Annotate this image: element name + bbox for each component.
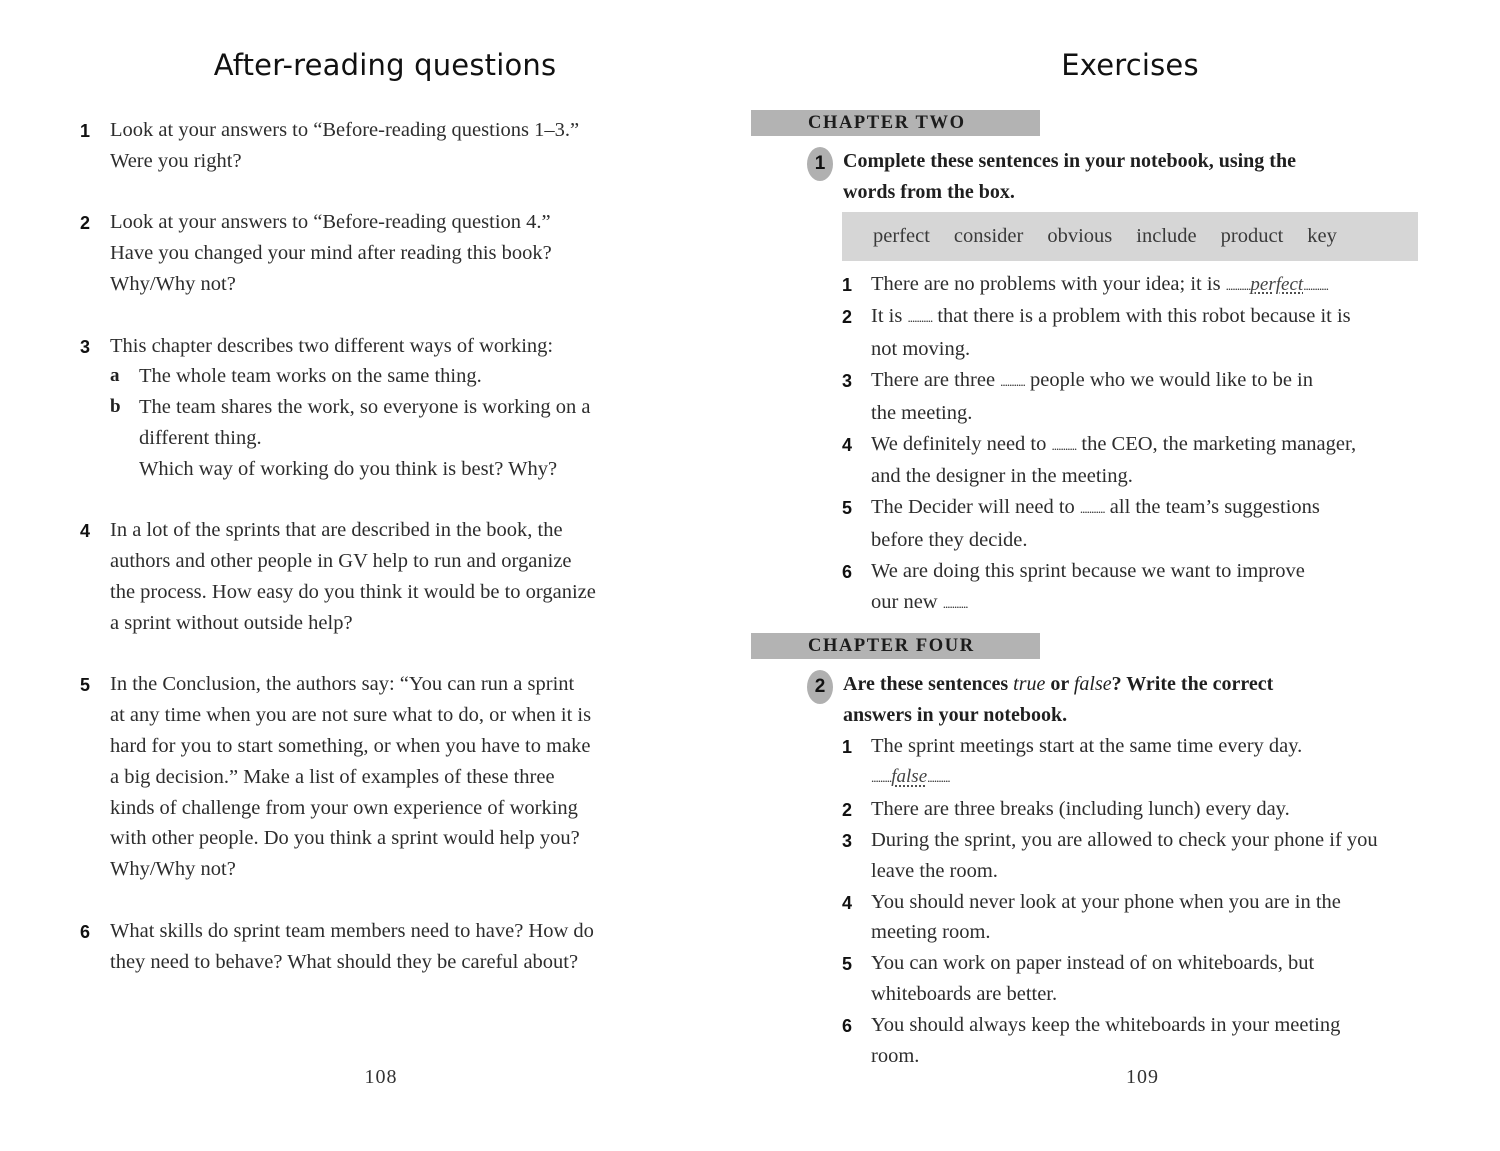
- item-number: 1: [842, 274, 853, 295]
- item-number: 5: [842, 954, 853, 975]
- item-text: that there is a problem with this robot because it is: [932, 305, 1351, 328]
- instruction-text: Complete these sentences in your notebook, using the: [843, 150, 1296, 172]
- chapter-banner: CHAPTER TWO: [751, 110, 1040, 136]
- page-number: 108: [364, 1066, 398, 1088]
- exercise-item: [842, 269, 1437, 302]
- item-text: whiteboards are better.: [871, 982, 1058, 1005]
- answer-blank: ...........: [1303, 277, 1328, 293]
- question-text: kinds of challenge from your own experience of working: [110, 796, 578, 819]
- question-text: What skills do sprint team members need to have? How do: [110, 919, 594, 942]
- item-text: leave the room.: [871, 859, 998, 882]
- instruction-text: answers in your notebook.: [843, 703, 1068, 726]
- question-list: [80, 115, 660, 1008]
- exercise-items: [842, 731, 1437, 1072]
- word-option: obvious: [1047, 224, 1113, 247]
- item-text: people who we would like to be in: [1024, 368, 1314, 391]
- item-text: our new: [871, 590, 943, 613]
- question-item: [80, 331, 660, 485]
- item-number: 6: [842, 1015, 853, 1036]
- page-title: Exercises: [1061, 48, 1199, 82]
- item-text: There are three: [871, 368, 1001, 391]
- item-text: There are no problems with your idea; it is: [871, 272, 1226, 295]
- item-text: the meeting.: [871, 401, 973, 424]
- exercise-instruction: [807, 669, 1437, 731]
- question-text: authors and other people in GV help to run and organize: [110, 550, 572, 573]
- exercise-number-badge: 2: [807, 670, 833, 704]
- exercise-item: [842, 556, 1437, 620]
- exercise-2: [807, 669, 1437, 1071]
- exercise-item: [842, 731, 1437, 795]
- item-text: You should always keep the whiteboards in your meeting: [871, 1013, 1341, 1036]
- question-item: [80, 207, 660, 299]
- right-page: [750, 0, 1500, 1151]
- exercise-item: [842, 794, 1437, 825]
- page-title: After-reading questions: [213, 48, 557, 82]
- item-text: before they decide.: [871, 528, 1028, 551]
- question-item: [80, 669, 660, 885]
- answer-blank: ..........: [927, 770, 950, 786]
- question-text: Look at your answers to “Before-reading question 4.”: [110, 211, 551, 234]
- answer-blank: ...........: [1225, 277, 1251, 293]
- example-answer: false: [891, 766, 928, 788]
- sub-item-text: The team shares the work, so everyone is working on a: [139, 396, 591, 419]
- sub-item-letter: a: [110, 365, 120, 387]
- exercise-items: [842, 269, 1437, 620]
- answer-blank: ...........: [1051, 437, 1077, 453]
- word-option: product: [1220, 224, 1284, 247]
- question-followup: Which way of working do you think is best? Why?: [139, 457, 558, 480]
- question-text: a big decision.” Make a list of examples of these three: [110, 765, 555, 788]
- exercise-number-badge: 1: [807, 147, 833, 181]
- question-text: the process. How easy do you think it would be to organize: [110, 580, 596, 603]
- chapter-banner: CHAPTER FOUR: [751, 633, 1040, 659]
- item-number: 3: [842, 830, 853, 851]
- question-text: Why/Why not?: [110, 272, 236, 295]
- item-text: You should never look at your phone when you are in the: [871, 890, 1341, 913]
- word-option: perfect: [873, 224, 930, 247]
- question-text: Why/Why not?: [110, 858, 236, 881]
- instruction-text: words from the box.: [843, 180, 1015, 203]
- sub-item-text: different thing.: [139, 426, 262, 449]
- question-text: Have you changed your mind after reading this book?: [110, 242, 552, 265]
- exercise-item: [842, 1010, 1437, 1072]
- exercise-item: [842, 492, 1437, 556]
- item-text: The Decider will need to: [871, 496, 1080, 519]
- question-text: In a lot of the sprints that are described in the book, the: [110, 519, 563, 542]
- item-text: the CEO, the marketing manager,: [1076, 432, 1357, 455]
- exercise-item: [842, 429, 1437, 493]
- example-answer: perfect: [1250, 273, 1304, 295]
- item-number: 1: [842, 736, 853, 757]
- question-text: This chapter describes two different ways of working:: [110, 334, 554, 357]
- item-number: 2: [842, 307, 853, 328]
- answer-blank: ...........: [1000, 373, 1025, 389]
- question-text: Look at your answers to “Before-reading questions 1–3.”: [110, 119, 580, 141]
- question-number: 6: [80, 921, 91, 942]
- question-number: 1: [80, 121, 91, 141]
- page-number: 109: [1126, 1066, 1159, 1088]
- exercise-item: [842, 948, 1437, 1010]
- question-item: [80, 115, 660, 177]
- item-text: We definitely need to: [871, 432, 1052, 455]
- item-number: 4: [842, 434, 853, 455]
- question-number: 5: [80, 675, 91, 696]
- question-text: In the Conclusion, the authors say: “You can run a sprint: [110, 673, 575, 696]
- item-text: We are doing this sprint because we want to improve: [871, 559, 1305, 582]
- answer-blank: ...........: [1079, 501, 1105, 517]
- question-item: [80, 916, 660, 978]
- item-text: The sprint meetings start at the same time every day.: [871, 734, 1303, 757]
- word-box: [842, 212, 1418, 261]
- item-number: 3: [842, 370, 853, 391]
- question-text: at any time when you are not sure what to do, or when it is: [110, 704, 592, 727]
- exercise-item: [842, 825, 1437, 887]
- answer-blank: ...........: [907, 310, 933, 326]
- question-number: 3: [80, 336, 91, 357]
- item-text: room.: [871, 1044, 920, 1067]
- exercise-item: [842, 301, 1437, 365]
- question-number: 2: [80, 213, 91, 234]
- sub-item: [110, 392, 660, 454]
- item-text: It is: [871, 305, 908, 328]
- item-number: 2: [842, 800, 853, 821]
- item-text: meeting room.: [871, 921, 991, 944]
- item-number: 6: [842, 561, 853, 582]
- question-text: a sprint without outside help?: [110, 611, 353, 634]
- item-text: There are three breaks (including lunch) every day.: [871, 798, 1290, 821]
- sub-item-letter: b: [110, 396, 121, 418]
- sub-item: [110, 361, 660, 392]
- item-text: You can work on paper instead of on whiteboards, but: [871, 952, 1315, 975]
- item-number: 5: [842, 498, 853, 519]
- item-text: During the sprint, you are allowed to check your phone if you: [871, 828, 1378, 851]
- question-number: 4: [80, 521, 91, 542]
- item-number: 4: [842, 892, 853, 913]
- word-option: include: [1136, 224, 1197, 247]
- question-item: [80, 515, 660, 638]
- word-option: key: [1307, 224, 1337, 247]
- exercise-1: [807, 146, 1437, 619]
- sub-item-text: The whole team works on the same thing.: [139, 365, 482, 388]
- item-text: not moving.: [871, 338, 971, 361]
- answer-blank: .........: [871, 770, 892, 786]
- item-text: and the designer in the meeting.: [871, 465, 1133, 488]
- question-text: Were you right?: [110, 149, 242, 172]
- word-option: consider: [953, 224, 1024, 247]
- exercise-item: [842, 365, 1437, 429]
- instruction-text: Are these sentences true or false? Write the correct: [843, 673, 1274, 695]
- exercise-item: [842, 887, 1437, 949]
- question-text: hard for you to start something, or when you have to make: [110, 734, 591, 757]
- answer-blank: ...........: [942, 595, 968, 611]
- item-text: all the team’s suggestions: [1104, 496, 1320, 519]
- exercise-instruction: [807, 146, 1437, 208]
- question-text: with other people. Do you think a sprint would help you?: [110, 827, 580, 850]
- question-text: they need to behave? What should they be careful about?: [110, 950, 579, 973]
